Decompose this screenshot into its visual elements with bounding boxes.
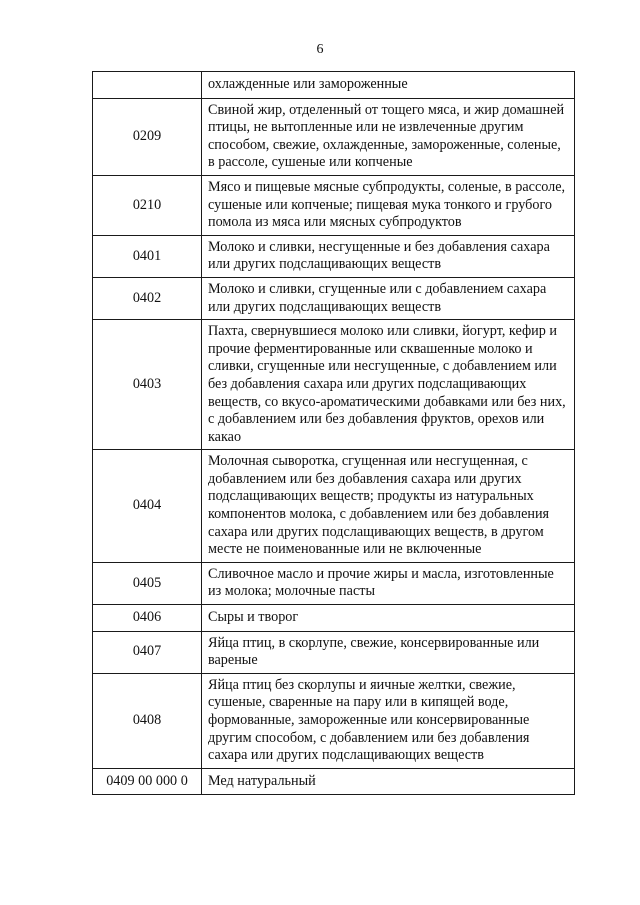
table-row bbox=[93, 98, 575, 175]
code-cell: 0401 bbox=[93, 235, 202, 277]
description-cell: Мясо и пищевые мясные субпродукты, соленые, в рассоле, сушеные или копченые; пищевая мука тонкого и грубого помола из мяса или мясных субпродуктов bbox=[202, 175, 575, 235]
table-row bbox=[93, 320, 575, 450]
code-cell: 0409 00 000 0 bbox=[93, 768, 202, 795]
code-cell: 0404 bbox=[93, 450, 202, 563]
description-cell: Сыры и творог bbox=[202, 605, 575, 632]
code-cell: 0407 bbox=[93, 631, 202, 673]
table-row bbox=[93, 72, 575, 99]
code-cell: 0402 bbox=[93, 277, 202, 319]
description-cell: Свиной жир, отделенный от тощего мяса, и жир домашней птицы, не вытопленные или не извлеченные другим способом, свежие, охлажденные, замороженные, соленые, в рассоле, сушеные или копченые bbox=[202, 98, 575, 175]
code-cell bbox=[93, 72, 202, 99]
code-cell: 0406 bbox=[93, 605, 202, 632]
table-row bbox=[93, 562, 575, 604]
table-row bbox=[93, 235, 575, 277]
description-cell: Молоко и сливки, сгущенные или с добавлением сахара или других подслащивающих веществ bbox=[202, 277, 575, 319]
table-row bbox=[93, 605, 575, 632]
description-cell: Мед натуральный bbox=[202, 768, 575, 795]
table-row bbox=[93, 768, 575, 795]
table-row bbox=[93, 175, 575, 235]
description-cell: Молочная сыворотка, сгущенная или несгущенная, с добавлением или без добавления сахара или других подслащивающих веществ; продукты из натуральных компонентов молока, с добавлением или без добавления сахара или других подслащивающих веществ, в другом месте не поименованные или не включенные bbox=[202, 450, 575, 563]
code-cell: 0403 bbox=[93, 320, 202, 450]
description-cell: Яйца птиц без скорлупы и яичные желтки, свежие, сушеные, сваренные на пару или в кипящей воде, формованные, замороженные или консервированные другим способом, с добавлением или без добавления сахара или других подслащивающих веществ bbox=[202, 673, 575, 768]
code-cell: 0405 bbox=[93, 562, 202, 604]
table-row bbox=[93, 277, 575, 319]
description-cell: Яйца птиц, в скорлупе, свежие, консервированные или вареные bbox=[202, 631, 575, 673]
code-cell: 0408 bbox=[93, 673, 202, 768]
page-number: 6 bbox=[316, 42, 324, 57]
description-cell: охлажденные или замороженные bbox=[202, 72, 575, 99]
code-cell: 0210 bbox=[93, 175, 202, 235]
description-cell: Молоко и сливки, несгущенные и без добавления сахара или других подслащивающих веществ bbox=[202, 235, 575, 277]
description-cell: Пахта, свернувшиеся молоко или сливки, йогурт, кефир и прочие ферментированные или сквашенные молоко и сливки, сгущенные или несгущенные, с добавлением или без добавления сахара или других подслащивающих веществ, со вкусо-ароматическими добавками или без них, с добавлением или без добавления фруктов, орехов или какао bbox=[202, 320, 575, 450]
table-row bbox=[93, 450, 575, 563]
code-cell: 0209 bbox=[93, 98, 202, 175]
commodity-codes-table bbox=[92, 71, 575, 795]
table-row bbox=[93, 673, 575, 768]
table-row bbox=[93, 631, 575, 673]
description-cell: Сливочное масло и прочие жиры и масла, изготовленные из молока; молочные пасты bbox=[202, 562, 575, 604]
